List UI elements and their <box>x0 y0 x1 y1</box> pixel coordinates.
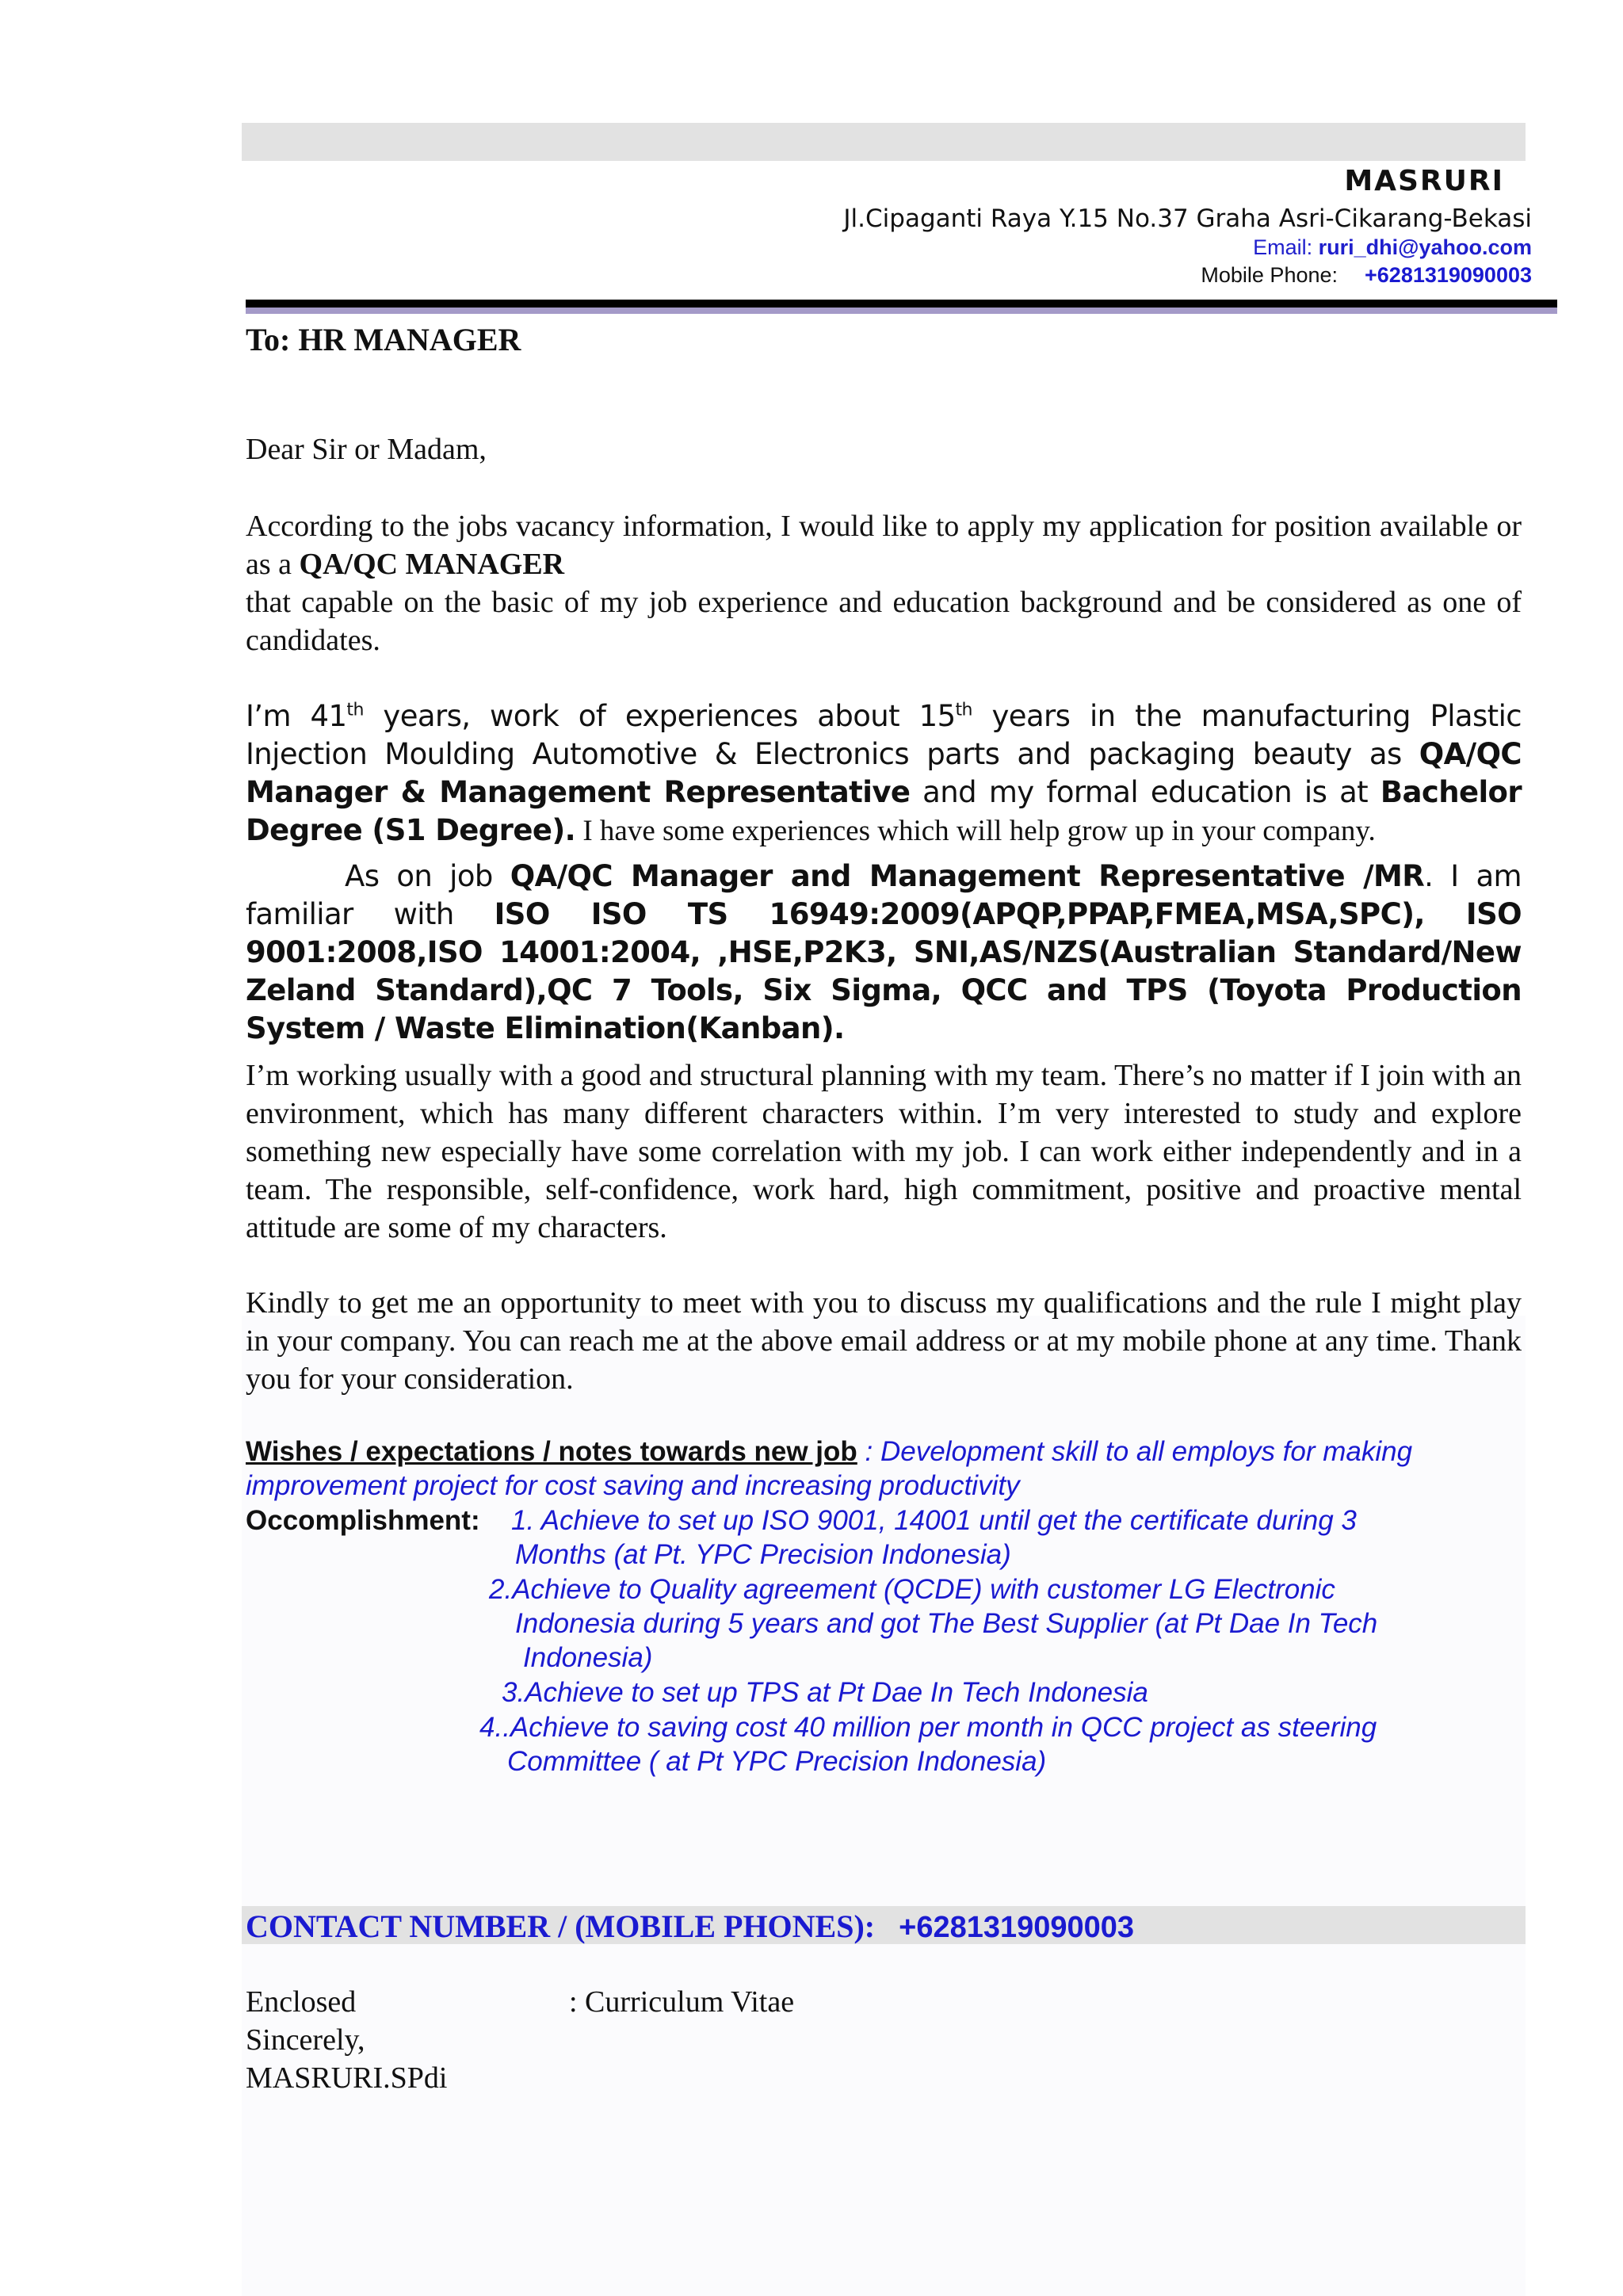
skills-list: ISO ISO TS 16949:2009(APQP,PPAP,FMEA,MSA,SPC), ISO 9001:2008,ISO 14001:2004, ,HSE,P2K3, SNI,AS/NZS(Australian Standard/New Zeland Standard),QC 7 Tools, Six Sigma, QCC and TPS (Toyota Production System / Waste Elimination(Kanban). <box>246 897 1522 1045</box>
phone-number: +6281319090003 <box>1365 263 1532 287</box>
experience-text: years in the manufacturing Plastic Injection Moulding Automotive & Electronics parts and packaging beauty as <box>246 699 1522 771</box>
role-title: QA/QC Manager & Management Representative <box>246 737 1522 809</box>
paragraph-character: I’m working usually with a good and structural planning with my team. There’s no matter if I join with an environment, which has many different characters within. I’m very interested to study and explore something new especially have some correlation with my job. I can work either independently and in a team. The responsible, self-confidence, work hard, high commitment, positive and proactive mental attitude are some of my characters. <box>246 1059 1522 1244</box>
intro-text-continued: that capable on the basic of my job experience and education background and be considered as one of candidates. <box>246 586 1522 657</box>
experience-text: I’m 41 <box>246 699 347 733</box>
degree-title: Bachelor Degree (S1 Degree). <box>246 775 1522 847</box>
accomplishment-item-4-cont: Committee ( at Pt YPC Precision Indonesia) <box>507 1746 1047 1777</box>
experience-text: and my formal education is at <box>910 775 1381 809</box>
accomplishment-item-2: 2.Achieve to Quality agreement (QCDE) with customer LG Electronic <box>489 1574 1335 1605</box>
contact-number: +6281319090003 <box>899 1911 1135 1944</box>
ordinal-suffix: th <box>346 700 364 720</box>
accomplishment-item-2-cont: Indonesia during 5 years and got The Best Supplier (at Pt Dae In Tech <box>515 1608 1378 1639</box>
accomplishment-item-3: 3.Achieve to set up TPS at Pt Dae In Tech Indonesia <box>502 1677 1148 1708</box>
header-divider <box>246 300 1557 308</box>
sender-address: Jl.Cipaganti Raya Y.15 No.37 Graha Asri-Cikarang-Bekasi <box>843 204 1532 233</box>
header-bar <box>242 123 1526 161</box>
phone-label: Mobile Phone: <box>1201 263 1338 287</box>
enclosed-value: : Curriculum Vitae <box>569 1985 795 2019</box>
paragraph-intro <box>246 507 1522 659</box>
wishes-section <box>246 1435 1522 1503</box>
accomplishment-item-1-cont: Months (at Pt. YPC Precision Indonesia) <box>515 1539 1011 1570</box>
header-divider-accent <box>246 308 1557 314</box>
experience-text: years, work of experiences about 15 <box>363 699 956 733</box>
role-title: QA/QC Manager and Management Representative /MR <box>510 859 1425 893</box>
enclosed-label: Enclosed <box>246 1985 357 2019</box>
sender-name: MASRURI <box>1344 165 1504 197</box>
wishes-label: Wishes / expectations / notes towards new job <box>246 1436 857 1467</box>
sender-email-line <box>1253 235 1532 260</box>
recipient-line: To: HR MANAGER <box>246 322 521 357</box>
contact-label: CONTACT NUMBER / (MOBILE PHONES): <box>246 1908 876 1944</box>
signature-name: MASRURI.SPdi <box>246 2061 448 2095</box>
accomplishment-label: Occomplishment: <box>246 1505 480 1536</box>
paragraph-experience <box>246 697 1522 850</box>
ordinal-suffix: th <box>955 700 972 720</box>
accomplishment-item-1: 1. Achieve to set up ISO 9001, 14001 until get the certificate during 3 <box>511 1505 1357 1536</box>
wishes-text: : Development skill to all employs for making improvement project for cost saving and increasing productivity <box>246 1436 1413 1501</box>
skills-text: As on job <box>345 859 510 893</box>
salutation: Dear Sir or Madam, <box>246 433 487 466</box>
experience-text: I have some experiences which will help grow up in your company. <box>575 815 1376 847</box>
contact-line <box>246 1908 1134 1945</box>
paragraph-closing: Kindly to get me an opportunity to meet with you to discuss my qualifications and the rule I might play in your company. You can reach me at the above email address or at my mobile phone at any time. Thank you for your consideration. <box>246 1286 1522 1396</box>
email-label: Email: <box>1253 235 1319 259</box>
paragraph-skills <box>246 858 1522 1048</box>
position-title: QA/QC MANAGER <box>299 548 565 581</box>
accomplishment-item-4: 4..Achieve to saving cost 40 million per month in QCC project as steering <box>479 1712 1377 1743</box>
skills-text: . I am familiar with <box>246 859 1522 931</box>
sender-phone-line <box>1201 263 1532 288</box>
intro-text: According to the jobs vacancy information, I would like to apply my application for position available or as a <box>246 510 1522 581</box>
sincerely: Sincerely, <box>246 2023 365 2057</box>
accomplishment-item-2-cont: Indonesia) <box>523 1642 653 1673</box>
email-link[interactable]: ruri_dhi@yahoo.com <box>1318 235 1532 259</box>
